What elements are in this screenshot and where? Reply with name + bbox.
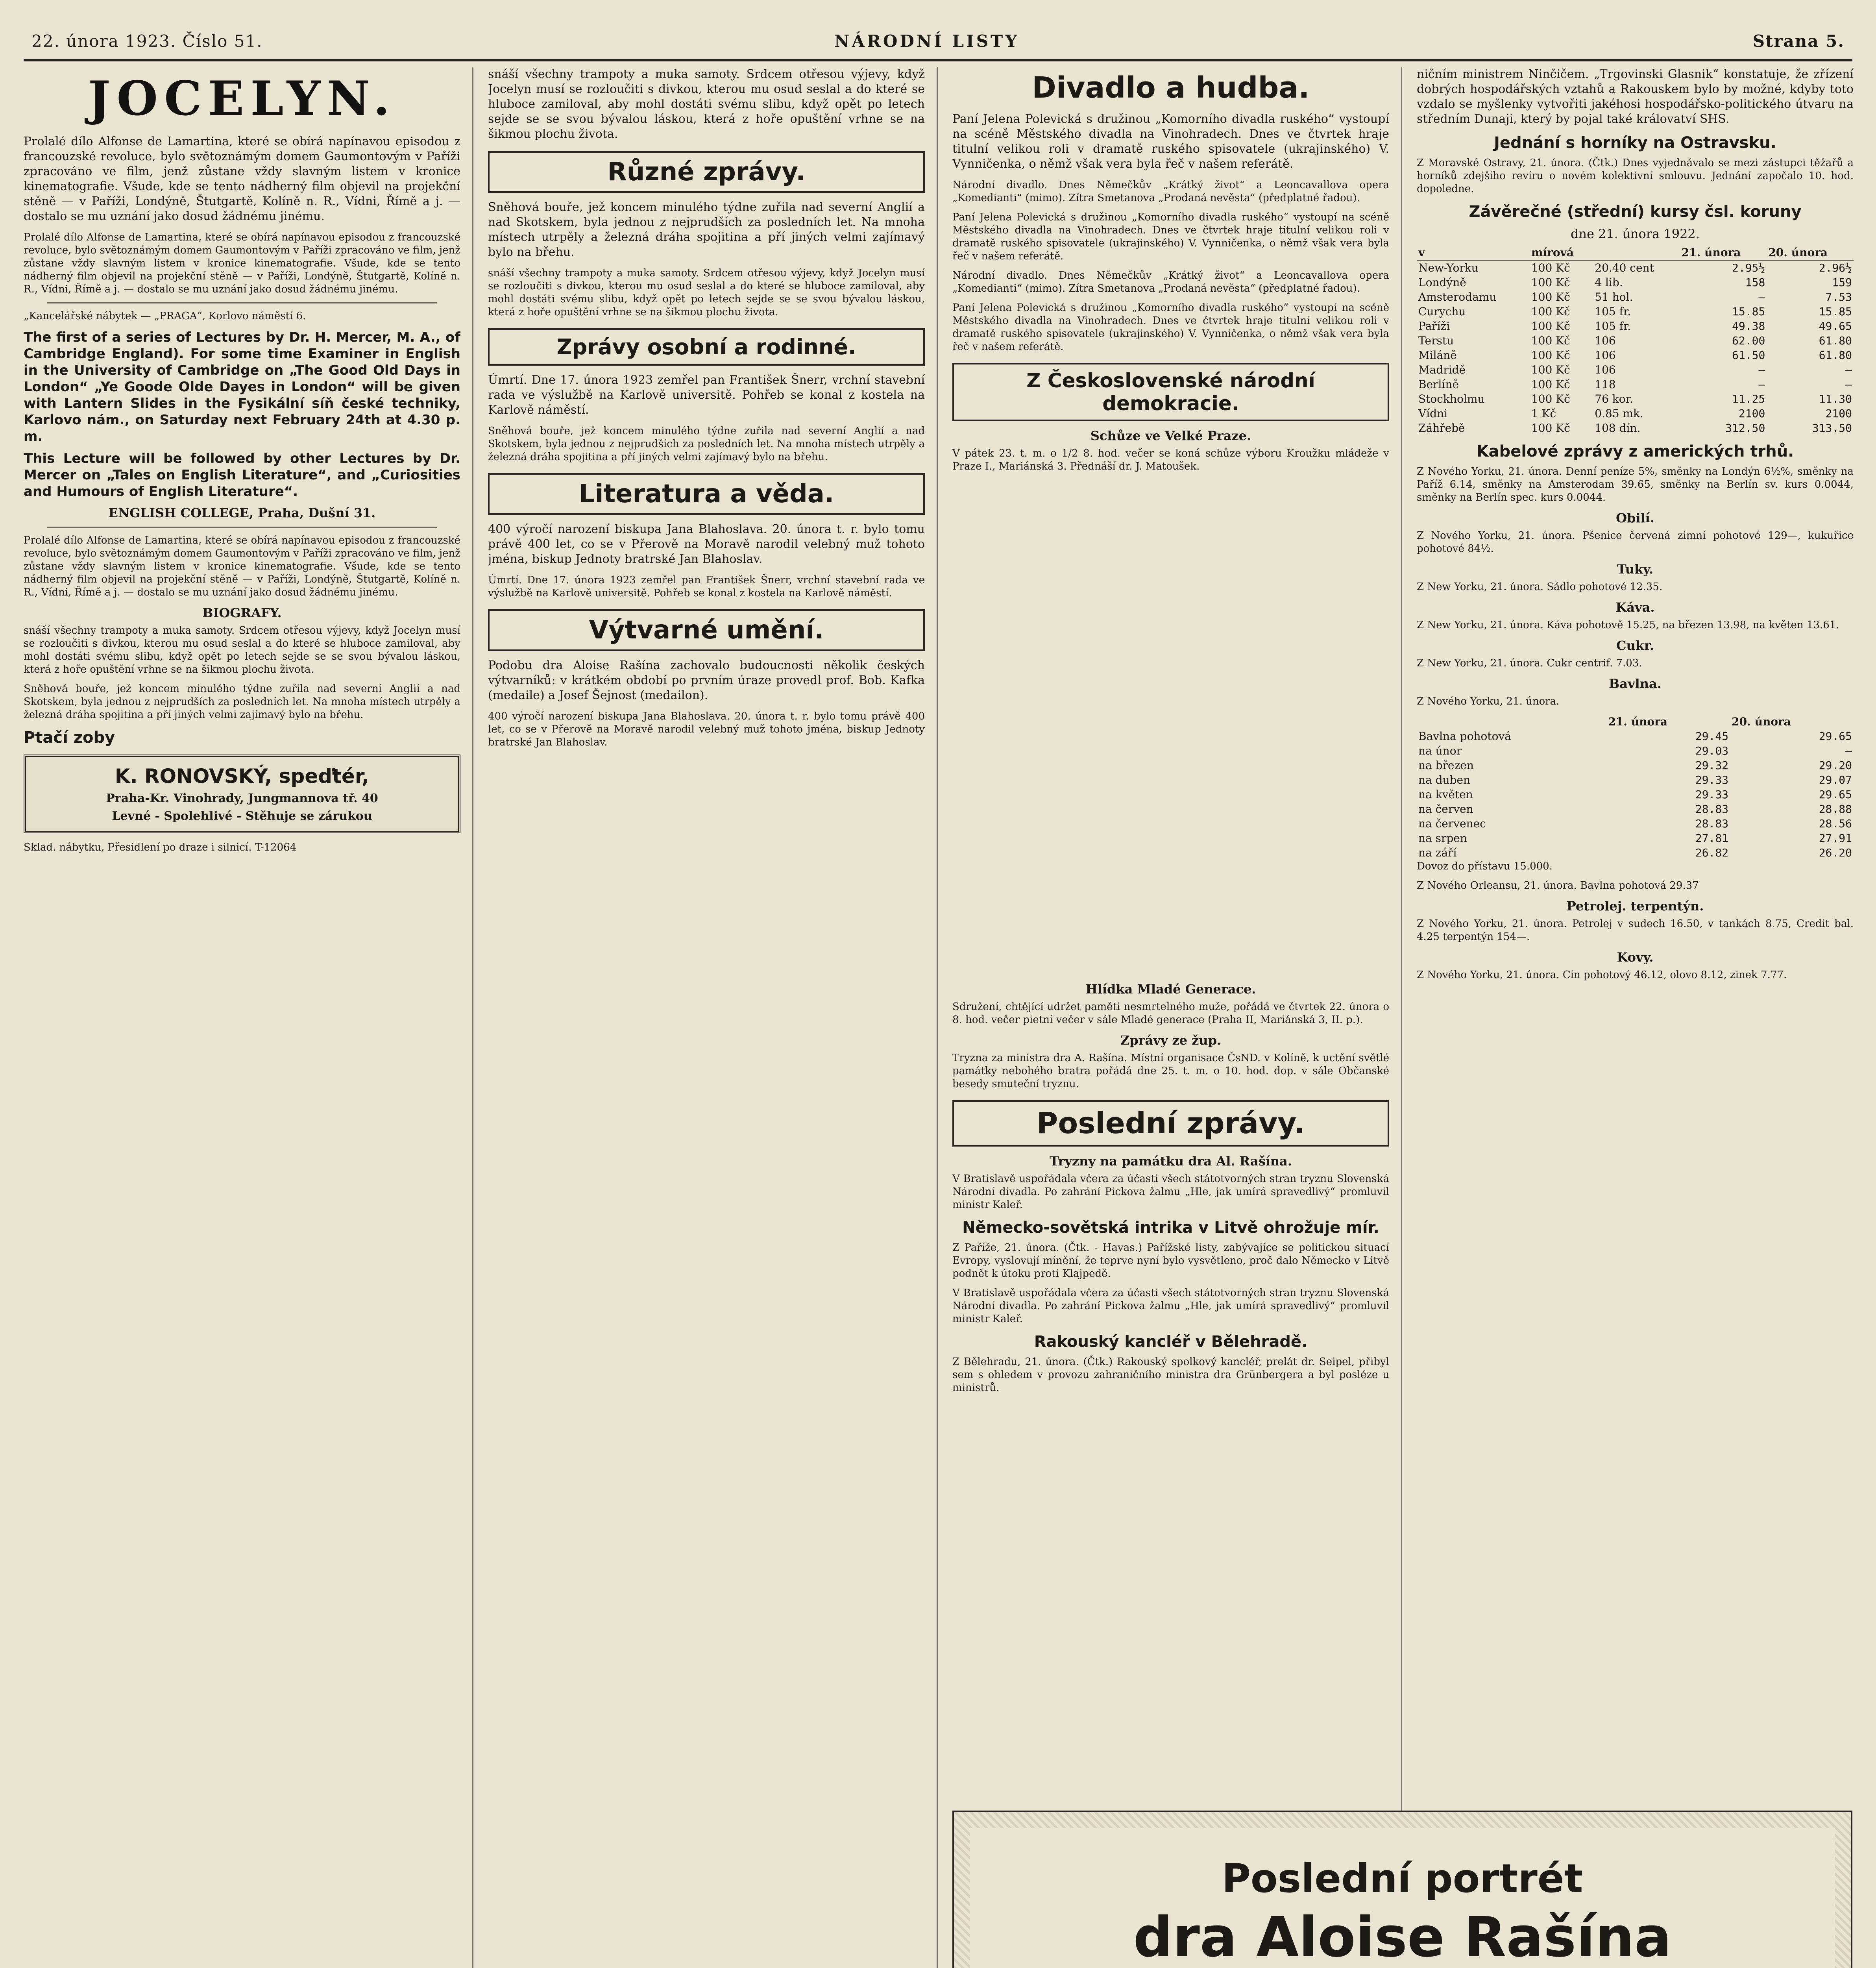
column-2: [488, 67, 925, 1968]
rates-row: [1417, 377, 1854, 392]
cotton-header-row: [1417, 714, 1854, 729]
divadlo-text: Paní Jelena Polevická s družinou „Komorního divadla ruského“ vystoupí na scéně Městského divadla na Vinohradech. Dnes ve čtvrtek hraje titulní velikou roli v dramatě ruského spisovatele (ukrajinského) V. Vynničenka, o němž však vera byla řeč v našem referátě.: [952, 112, 1389, 171]
divadlo-text-3: Národní divadlo. Dnes Němečkův „Krátký život“ a Leoncavallova opera „Komedianti“ (mimo). Zítra Smetanova „Prodaná nevěsta“ (předplatné řadou).: [952, 270, 1389, 294]
kava-heading: Káva.: [1615, 600, 1655, 615]
ad-slogan: Levné - Spolehlivé - Stěhuje se zárukou: [112, 809, 372, 823]
column-4: [1417, 67, 1854, 1968]
rates-cell: 61.80: [1819, 334, 1852, 347]
rates-cell: Záhřebě: [1418, 422, 1465, 435]
kava-text: Z New Yorku, 21. února. Káva pohotově 15.25, na březen 13.98, na květen 13.61.: [1417, 619, 1839, 631]
zaverecne-date: dne 21. února 1922.: [1571, 226, 1700, 241]
rates-cell: Miláně: [1418, 349, 1457, 362]
rates-cell: 61.80: [1819, 349, 1852, 362]
ad-line1: Poslední portrét: [1222, 1855, 1583, 1901]
rates-row: [1417, 290, 1854, 304]
rates-cell: 100 Kč: [1531, 422, 1570, 435]
rates-cell: 100 Kč: [1531, 378, 1570, 391]
cotton-cell: na srpen: [1418, 832, 1467, 845]
cotton-row: [1417, 744, 1854, 758]
masthead: [24, 16, 1852, 61]
tuky-text: Z New Yorku, 21. února. Sádlo pohotové 12.35.: [1417, 581, 1663, 593]
rates-cell: 100 Kč: [1531, 276, 1570, 289]
tryzny-heading: Tryzny na památku dra Al. Rašína.: [1049, 1154, 1292, 1169]
kabel-heading: Kabelové zprávy z amerických trhů.: [1476, 442, 1794, 461]
ad-line2: dra Aloise Rašína: [1133, 1905, 1672, 1968]
cotton-cell: na květen: [1418, 788, 1473, 801]
cotton-cell: 28.83: [1695, 817, 1729, 830]
kabel-text: Z Nového Yorku, 21. února. Denní peníze 5%, směnky na Londýn 6½%, směnky na Paříž 6.14, směnky na Amsterodam 39.65, směnky na Berlín sv. kurs 0.0044, směnky na Berlín spec. kurs 0.0044.: [1417, 466, 1854, 503]
rates-cell: —: [1758, 378, 1765, 391]
rates-cell: Vídni: [1418, 407, 1448, 420]
rates-cell: 61.50: [1732, 349, 1765, 362]
rates-cell: 100 Kč: [1531, 363, 1570, 376]
cotton-cell: na březen: [1418, 759, 1474, 772]
cukr-text: Z New Yorku, 21. února. Cukr centrif. 7.03.: [1417, 657, 1642, 669]
biography-heading: BIOGRAFY.: [202, 605, 282, 620]
divadlo-text-4: Paní Jelena Polevická s družinou „Komorního divadla ruského“ vystoupí na scéně Městského divadla na Vinohradech. Dnes ve čtvrtek hraje titulní velikou roli v dramatě ruského spisovatele (ukrajinského) V. Vynničenka, o němž však vera byla řeč v našem referátě.: [952, 302, 1389, 353]
divider: [47, 527, 437, 528]
cotton-cell: 29.65: [1819, 730, 1852, 743]
rasin-portrait-ad: [952, 1811, 1852, 1968]
cotton-row: [1417, 802, 1854, 816]
rates-cell: 106: [1595, 349, 1616, 362]
ad-footer: Sklad. nábytku, Přesidlení po draze i silnicí. T-12064: [24, 842, 297, 853]
schuze-heading: Schůze ve Velké Praze.: [1090, 428, 1251, 443]
notice-text: Prolalé dílo Alfonse de Lamartina, které se obírá napínavou episodou z francouzské revoluce, bylo světoznámým domem Gaumontovým v Paříži zpracováno ve film, jenž zůstane vždy slavným listem v kronice kinematografie. Všude, kde se tento nádherný film objevil na projekční stěně — v Paříži, Londýně, Štutgartě, Kolíně n. R., Vídni, Římě a j. — dostalo se mu uznání jako dosud žádnému jinému.: [24, 535, 460, 598]
rates-cell: Terstu: [1418, 334, 1454, 347]
biography-text: snáší všechny trampoty a muka samoty. Srdcem otřesou výjevy, když Jocelyn musí se rozloučiti s divkou, kterou mu osud seslal a do které se hluboce zamiloval, aby mohl dostáti svému slibu, když opět po letech sejde se se svou bývalou láskou, která z hoře opuštění vrhne se na šikmou plochu života.: [24, 625, 460, 675]
rates-cell: 15.85: [1819, 305, 1852, 318]
hlidka-text: Sdružení, chtějící udržet paměti nesmrtelného muže, pořádá ve čtvrtek 22. února o 8. hod. večer pietní večer v sále Mladé generace (Praha II, Mariánská 3, II. p.).: [952, 1001, 1389, 1026]
osobni-text-2: Sněhová bouře, jež koncem minulého týdne zuřila nad severní Anglií a nad Skotskem, byla jednou z nejprudších za posledních let. Na mnoha místech utrpěly a železná dráha spojitina a pří jiných velmi zajímavý bylo na břehu.: [488, 425, 925, 463]
jednani-heading: Jednání s horníky na Ostravsku.: [1494, 134, 1776, 152]
column-4-top: ničním ministrem Ninčičem. „Trgovinski Glasnik“ konstatuje, že zřízení dobrých hospodářských vztahů a Rakouskem bylo by možné, kdyby toto vzdalo se myšlenky vytvořiti jakéhosi hospodářsko-politického útvaru na středním Dunaji, který by pojal také královatví SHS.: [1417, 67, 1854, 126]
cotton-cell: 29.03: [1695, 744, 1729, 757]
rates-row: [1417, 406, 1854, 421]
page-number: Strana 5.: [1752, 31, 1845, 51]
ptaci-zoby: Ptačí zoby: [24, 729, 115, 747]
rates-cell: 1 Kč: [1531, 407, 1556, 420]
nemecko-heading: Německo-sovětská intrika v Litvě ohrožuje mír.: [962, 1219, 1379, 1237]
zpravy-zup-heading: Zprávy ze žup.: [1120, 1033, 1222, 1048]
cotton-cell: 29.33: [1695, 773, 1729, 786]
rates-cell: 11.30: [1819, 392, 1852, 405]
ad-name: K. RONOVSKÝ, speďtér,: [115, 765, 370, 788]
rates-cell: 49.65: [1819, 320, 1852, 333]
rates-header-cell: 20. února: [1767, 245, 1854, 260]
cotton-header-cell: 20. února: [1732, 715, 1791, 728]
rates-cell: 2100: [1825, 407, 1852, 420]
rates-cell: Berlíně: [1418, 378, 1459, 391]
rates-header-row: [1417, 245, 1854, 260]
rates-cell: 100 Kč: [1531, 392, 1570, 405]
rates-row: [1417, 392, 1854, 406]
rates-cell: Paříži: [1418, 320, 1450, 333]
rates-header-cell: mírová: [1530, 245, 1593, 260]
divadlo-text-2: Paní Jelena Polevická s družinou „Komorního divadla ruského“ vystoupí na scéně Městského divadla na Vinohradech. Dnes ve čtvrtek hraje titulní velikou roli v dramatě ruského spisovatele (ukrajinského) V. Vynničenka, o němž však vera byla řeč v našem referátě.: [952, 211, 1389, 262]
rates-cell: 100 Kč: [1531, 261, 1570, 274]
rates-cell: 159: [1832, 276, 1852, 289]
vytvarne-text-2: 400 výročí narození biskupa Jana Blahoslava. 20. února t. r. bylo tomu právě 400 let, co se v Přerově na Moravě narodil velebný muž tohoto jména, biskup Jednoty bratrské Jan Blahoslav.: [488, 710, 925, 748]
cukr-heading: Cukr.: [1616, 638, 1654, 653]
cotton-table: [1417, 714, 1854, 860]
zaverecne-heading: Závěrečné (střední) kursy čsl. koruny: [1469, 203, 1802, 221]
ruzne-heading: Různé zprávy.: [488, 151, 925, 193]
rates-row: [1417, 319, 1854, 333]
cotton-cell: 27.91: [1819, 832, 1852, 845]
tuky-heading: Tuky.: [1617, 562, 1654, 577]
rates-cell: 106: [1595, 334, 1616, 347]
cotton-cell: Bavlna pohotová: [1418, 730, 1511, 743]
cotton-row: [1417, 816, 1854, 831]
kovy-text: Z Nového Yorku, 21. února. Cín pohotový 46.12, olovo 8.12, zinek 7.77.: [1417, 969, 1787, 981]
cotton-row: [1417, 831, 1854, 845]
cotton-cell: na duben: [1418, 773, 1471, 786]
rates-cell: 62.00: [1732, 334, 1765, 347]
nemecko-text: Z Paříže, 21. února. (Čtk. - Havas.) Pařížské listy, zabývajíce se politickou situací Evropy, vyslovují mínění, že teprve nyní bylo vysvětleno, proč dalo Německo v Litvě podnět k útoku proti Klajpedě.: [952, 1242, 1389, 1280]
rates-row: [1417, 348, 1854, 363]
schuze-text: V pátek 23. t. m. o 1/2 8. hod. večer se koná schůze výboru Kroužku mládeže v Praze I., Mariánská 3. Přednáší dr. J. Matoušek.: [952, 448, 1389, 472]
cotton-row: [1417, 758, 1854, 773]
cotton-cell: 27.81: [1695, 832, 1729, 845]
rates-cell: 158: [1745, 276, 1765, 289]
jocelyn-continued: snáší všechny trampoty a muka samoty. Srdcem otřesou výjevy, když Jocelyn musí se rozloučiti s divkou, kterou mu osud seslal a do které se hluboce zamiloval, aby mohl dostáti svému slibu, když opět po letech sejde se se svou bývalou láskou, která z hoře opuštění vrhne se na šikmou plochu života.: [488, 67, 925, 141]
rates-row: [1417, 275, 1854, 290]
ad-address: Praha-Kr. Vinohrady, Jungmannova tř. 40: [106, 792, 378, 805]
rates-cell: Londýně: [1418, 276, 1466, 289]
rates-cell: Curychu: [1418, 305, 1466, 318]
rates-cell: 108 dín.: [1595, 422, 1641, 435]
rates-cell: —: [1845, 378, 1852, 391]
cotton-header-cell: [1417, 714, 1606, 729]
english-college: ENGLISH COLLEGE, Praha, Dušní 31.: [108, 505, 376, 520]
rates-cell: 2.96½: [1819, 261, 1852, 274]
cotton-row: [1417, 773, 1854, 787]
divadlo-heading: Divadlo a hudba.: [1032, 71, 1310, 105]
rates-cell: 4 lib.: [1595, 276, 1623, 289]
cotton-cell: 26.20: [1819, 846, 1852, 859]
cotton-cell: 29.45: [1695, 730, 1729, 743]
rates-cell: 7.53: [1825, 290, 1852, 303]
nemecko-text-2: V Bratislavě uspořádala včera za účasti všech státotvorných stran tryznu Slovenská Národní divadla. Po zahrání Pickova žalmu „Hle, jak umírá spravedlivý“ promluvil ministr Kaleř.: [952, 1287, 1389, 1325]
petrol-heading: Petrolej. terpentýn.: [1566, 899, 1704, 914]
rakousky-text: Z Bělehradu, 21. února. (Čtk.) Rakouský spolkový kancléř, prelát dr. Seipel, přibyl sem s ohledem v provozu zahraničního ministra dra Grünbergera a byl posléze u ministrů.: [952, 1356, 1389, 1394]
cotton-cell: na červenec: [1418, 817, 1486, 830]
rates-cell: 2.95½: [1732, 261, 1765, 274]
petrol-text: Z Nového Yorku, 21. února. Petrolej v sudech 16.50, v tankách 8.75, Credit bal. 4.25 terpentýn 154—.: [1417, 918, 1854, 943]
bavlna-sub: Z Nového Yorku, 21. února.: [1417, 695, 1560, 707]
cotton-cell: —: [1845, 744, 1852, 757]
ruzne-text: Sněhová bouře, jež koncem minulého týdne zuřila nad severní Anglií a nad Skotskem, byla jednou z nejprudších za posledních let. Na mnoha místech utrpěly a železná dráha spojitina a pří jiných velmi zajímavý bylo na břehu.: [488, 200, 925, 259]
divider: [47, 302, 437, 303]
cotton-cell: 28.56: [1819, 817, 1852, 830]
rates-cell: 51 hol.: [1595, 290, 1633, 303]
bavlna-heading: Bavlna.: [1609, 676, 1662, 691]
literatura-text: 400 výročí narození biskupa Jana Blahoslava. 20. února t. r. bylo tomu právě 400 let, co se v Přerově na Moravě narodil velebný muž tohoto jména, biskup Jednoty bratrské Jan Blahoslav.: [488, 522, 925, 566]
narodni-divadlo: Národní divadlo. Dnes Němečkův „Krátký život“ a Leoncavallova opera „Komedianti“ (mimo). Zítra Smetanova „Prodaná nevěsta“ (předplatné řadou).: [952, 179, 1389, 204]
cotton-row: [1417, 845, 1854, 860]
rates-row: [1417, 260, 1854, 275]
cotton-header-cell: 21. února: [1608, 715, 1668, 728]
literatura-heading: Literatura a věda.: [488, 473, 925, 515]
rates-cell: 100 Kč: [1531, 290, 1570, 303]
jednani-text: Z Moravské Ostravy, 21. února. (Čtk.) Dnes vyjednávalo se mezi zástupci těžařů a horníků zdejšího revíru o novém kolektivní smlouvu. Jednání započalo 10. hod. dopoledne.: [1417, 157, 1854, 195]
cotton-cell: na únor: [1418, 744, 1462, 757]
rates-cell: 100 Kč: [1531, 305, 1570, 318]
rates-cell: —: [1758, 363, 1765, 376]
column-1: [24, 67, 460, 1968]
cotton-cell: 29.33: [1695, 788, 1729, 801]
cotton-cell: na červen: [1418, 803, 1473, 816]
rates-cell: —: [1758, 290, 1765, 303]
jocelyn-article: Prolalé dílo Alfonse de Lamartina, které se obírá napínavou episodou z francouzské revoluce, bylo světoznámým domem Gaumontovým v Paříži zpracováno ve film, jenž zůstane vždy slavným listem v kronice kinematografie. Všude, kde se tento nádherný film objevil na projekční stěně — v Paříži, Londýně, Štutgartě, Kolíně n. R., Vídni, Římě a j. — dostalo se mu uznání jako dosud žádnému jinému.: [24, 135, 460, 223]
rates-row: [1417, 421, 1854, 435]
rates-cell: Stockholmu: [1418, 392, 1485, 405]
rates-cell: 2100: [1738, 407, 1765, 420]
hlidka-heading: Hlídka Mladé Generace.: [1085, 982, 1256, 997]
rates-cell: 11.25: [1732, 392, 1765, 405]
cotton-cell: 28.88: [1819, 803, 1852, 816]
obili-heading: Obilí.: [1616, 510, 1654, 525]
rates-header-cell: 21. února: [1680, 245, 1767, 260]
newspaper-page: [24, 16, 1852, 1968]
column-rule: [472, 67, 473, 1968]
rakousky-heading: Rakouský kancléř v Bělehradě.: [1034, 1333, 1308, 1351]
kovy-heading: Kovy.: [1617, 950, 1654, 965]
rates-cell: 118: [1595, 378, 1616, 391]
notice-text: „Kancelářské nábytek — „PRAGA“, Korlovo náměstí 6.: [24, 310, 306, 322]
literatura-text-2: Úmrtí. Dne 17. února 1923 zemřel pan František Šnerr, vrchní stavební rada ve výslužbě na Karlově universitě. Pohřeb se konal z kostela na Karlově náměstí.: [488, 574, 925, 599]
vytvarne-text: Podobu dra Aloise Rašína zachovalo budoucnosti několik českých výtvarníků: v krátkém období po prvním úraze provedl prof. Bob. Kafka (medaile) a Josef Šejnost (medailon).: [488, 658, 925, 702]
orleans-text: Z Nového Orleansu, 21. února. Bavlna pohotová 29.37: [1417, 880, 1699, 892]
tryzny-text: V Bratislavě uspořádala včera za účasti všech státotvorných stran tryznu Slovenská Národní divadla. Po zahrání Pickova žalmu „Hle, jak umírá spravedlivý“ promluvil ministr Kaleř.: [952, 1173, 1389, 1211]
rates-cell: 49.38: [1732, 320, 1765, 333]
column-rule: [937, 67, 938, 1968]
obili-text: Z Nového Yorku, 21. února. Pšenice červená zimní pohotové 129—, kukuřice pohotové 84½.: [1417, 530, 1854, 555]
rates-cell: Madridě: [1418, 363, 1466, 376]
ad-content: [970, 1828, 1835, 1968]
rates-cell: 0.85 mk.: [1595, 407, 1643, 420]
rates-cell: 313.50: [1812, 422, 1852, 435]
rates-cell: 106: [1595, 363, 1616, 376]
biography-text: Sněhová bouře, jež koncem minulého týdne zuřila nad severní Anglií a nad Skotskem, byla jednou z nejprudších za posledních let. Na mnoha místech utrpěly a železná dráha spojitina a pří jiných velmi zajímavý bylo na břehu.: [24, 683, 460, 721]
lecture-announcement: The first of a series of Lectures by Dr. H. Mercer, M. A., of Cambridge England). For some time Examiner in English in the University of Cambridge on „The Good Old Days in London“ „Ye Goode Olde Dayes in London“ will be given with Lantern Slides in the Fysikální síň české techniky, Karlovo nám., on Saturday next February 24th at 4.30 p. m.: [24, 329, 460, 444]
rates-cell: 76 kor.: [1595, 392, 1633, 405]
rates-header-cell: v: [1417, 245, 1530, 260]
jocelyn-article-cont: Prolalé dílo Alfonse de Lamartina, které se obírá napínavou episodou z francouzské revoluce, bylo světoznámým domem Gaumontovým v Paříži zpracováno ve film, jenž zůstane vždy slavným listem v kronice kinematografie. Všude, kde se tento nádherný film objevil na projekční stěně — v Paříži, Londýně, Štutgartě, Kolíně n. R., Vídni, Římě a j. — dostalo se mu uznání jako dosud žádnému jinému.: [24, 231, 460, 295]
currency-table: [1417, 245, 1854, 435]
issue-date: 22. února 1923. Číslo 51.: [31, 31, 263, 51]
cotton-row: [1417, 787, 1854, 802]
rates-row: [1417, 333, 1854, 348]
osobni-text: Úmrtí. Dne 17. února 1923 zemřel pan František Šnerr, vrchní stavební rada ve výslužbě na Karlově universitě. Pohřeb se konal z kostela na Karlově náměstí.: [488, 373, 925, 417]
rates-cell: —: [1845, 363, 1852, 376]
rates-header-cell: [1593, 245, 1680, 260]
cotton-cell: 26.82: [1695, 846, 1729, 859]
rates-cell: 105 fr.: [1595, 305, 1631, 318]
cs-narodni-heading: Z Československé národní demokracie.: [952, 363, 1389, 421]
rates-row: [1417, 363, 1854, 377]
cotton-cell: na září: [1418, 846, 1457, 859]
cotton-cell: 28.83: [1695, 803, 1729, 816]
vytvarne-heading: Výtvarné umění.: [488, 609, 925, 651]
osobni-heading: Zprávy osobní a rodinné.: [488, 328, 925, 366]
zpravy-zup-text: Tryzna za ministra dra A. Rašína. Místní organisace ČsND. v Kolíně, k uctění světlé památky nebohého bratra pořádá dne 25. t. m. o 10. hod. dop. v sále Občanské besedy smuteční tryznu.: [952, 1052, 1389, 1090]
cotton-cell: 29.20: [1819, 759, 1852, 772]
cotton-row: [1417, 729, 1854, 744]
rates-cell: 100 Kč: [1531, 320, 1570, 333]
rates-cell: 100 Kč: [1531, 349, 1570, 362]
rates-cell: 15.85: [1732, 305, 1765, 318]
column-rule: [1401, 67, 1402, 1968]
posledni-zpravy-heading: Poslední zprávy.: [952, 1100, 1389, 1147]
rates-cell: 312.50: [1725, 422, 1765, 435]
cotton-cell: 29.32: [1695, 759, 1729, 772]
jocelyn-heading: JOCELYN.: [88, 71, 396, 126]
lecture-followup: This Lecture will be followed by other Lectures by Dr. Mercer on „Tales on English Literature“, and „Curiosities and Humours of English Literature“.: [24, 451, 460, 499]
dovoz-text: Dovoz do přístavu 15.000.: [1417, 860, 1553, 872]
ruzne-text-2: snáší všechny trampoty a muka samoty. Srdcem otřesou výjevy, když Jocelyn musí se rozloučiti s divkou, kterou mu osud seslal a do které se hluboce zamiloval, aby mohl dostáti svému slibu, když opět po letech sejde se se svou bývalou láskou, která z hoře opuštění vrhne se na šikmou plochu života.: [488, 267, 925, 318]
cotton-cell: 29.07: [1819, 773, 1852, 786]
cotton-cell: 29.65: [1819, 788, 1852, 801]
rates-row: [1417, 304, 1854, 319]
ronovsky-ad: [24, 755, 460, 833]
rates-cell: New-Yorku: [1418, 261, 1479, 274]
rates-cell: 100 Kč: [1531, 334, 1570, 347]
rates-cell: 105 fr.: [1595, 320, 1631, 333]
paper-name: NÁRODNÍ LISTY: [834, 31, 1020, 51]
rates-cell: 20.40 cent: [1595, 261, 1654, 274]
rates-cell: Amsterodamu: [1418, 290, 1497, 303]
